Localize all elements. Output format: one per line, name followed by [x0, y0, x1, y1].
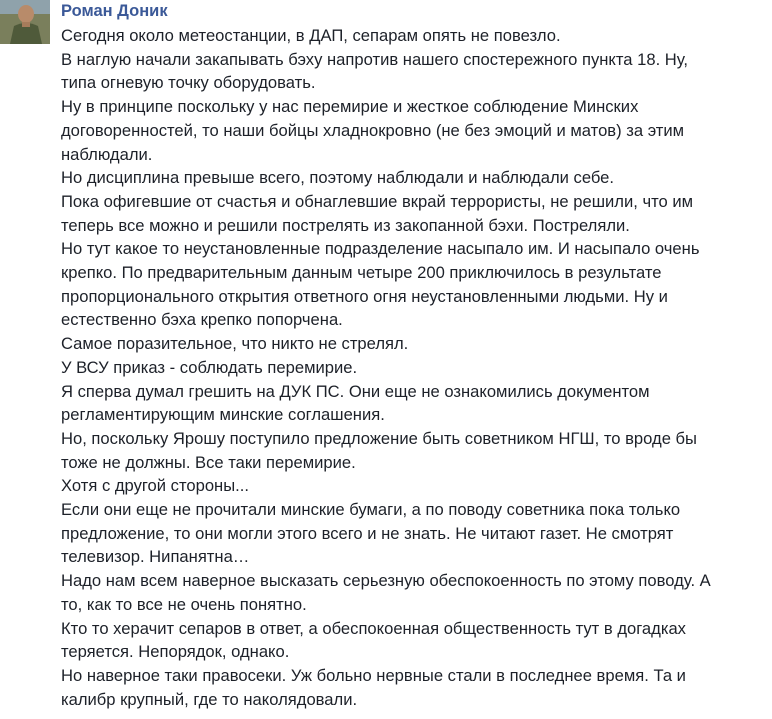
post-line: то, как то все не очень понятно. [61, 594, 307, 614]
post-line: Но дисциплина превыше всего, поэтому наблюдали и наблюдали себе. [61, 168, 615, 188]
post-line: В наглую начали закапывать бэху напротив нашего спостережного пункта 18. Ну, [61, 49, 689, 69]
post-line: Но, поскольку Ярошу поступило предложение быть советником НГШ, то вроде бы [61, 428, 697, 448]
post-line: Я сперва думал грешить на ДУК ПС. Они еще не ознакомились документом [61, 381, 650, 401]
post-line: Но наверное таки правосеки. Уж больно нервные стали в последнее время. Та и [61, 665, 686, 685]
post-line: крепко. По предварительным данным четыре 200 приключилось в результате [61, 263, 662, 283]
post-line: теперь все можно и решили пострелять из закопанной бэхи. Постреляли. [61, 215, 630, 235]
post-line: естественно бэха крепко попорчена. [61, 310, 343, 330]
post-body [61, 24, 772, 711]
post-line: пропорционального открытия ответного огня неустановленными людьми. Ну и [61, 286, 668, 306]
post-line: Если они еще не прочитали минские бумаги, а по поводу советника пока только [61, 500, 681, 520]
post-line: Но тут какое то неустановленные подразделение насыпало им. И насыпало очень [61, 239, 700, 259]
post-line: типа огневую точку оборудовать. [61, 73, 316, 93]
post-line: теряется. Непорядок, однако. [61, 642, 290, 662]
post-line: Хотя с другой стороны... [61, 476, 249, 496]
post-line: тоже не должны. Все таки перемирие. [61, 452, 356, 472]
post-line: Надо нам всем наверное высказать серьезную обеспокоенность по этому поводу. А [61, 571, 711, 591]
avatar[interactable] [0, 0, 50, 44]
post-line: регламентирующим минские соглашения. [61, 405, 385, 425]
post-line: предложение, то они могли этого всего и не знать. Не читают газет. Не смотрят [61, 523, 674, 543]
post-line: Ну в принципе поскольку у нас перемирие и жесткое соблюдение Минских [61, 97, 639, 117]
post-line: У ВСУ приказ - соблюдать перемирие. [61, 357, 358, 377]
post-line: калибр крупный, где то наколядовали. [61, 689, 358, 709]
post-line: наблюдали. [61, 144, 153, 164]
avatar-photo [0, 0, 50, 44]
post-line: телевизор. Нипанятна… [61, 547, 250, 567]
author-name[interactable]: Роман Доник [61, 2, 168, 20]
post-line: Сегодня около метеостанции, в ДАП, сепарам опять не повезло. [61, 26, 561, 45]
post-line: Пока офигевшие от счастья и обнаглевшие вкрай террористы, не решили, что им [61, 191, 694, 211]
post-line: Кто то херачит сепаров в ответ, а обеспокоенная общественность тут в догадках [61, 618, 686, 638]
post-line: договоренностей, то наши бойцы хладнокровно (не без эмоций и матов) за этим [61, 120, 685, 140]
post-line: Самое поразительное, что никто не стрелял. [61, 334, 409, 354]
